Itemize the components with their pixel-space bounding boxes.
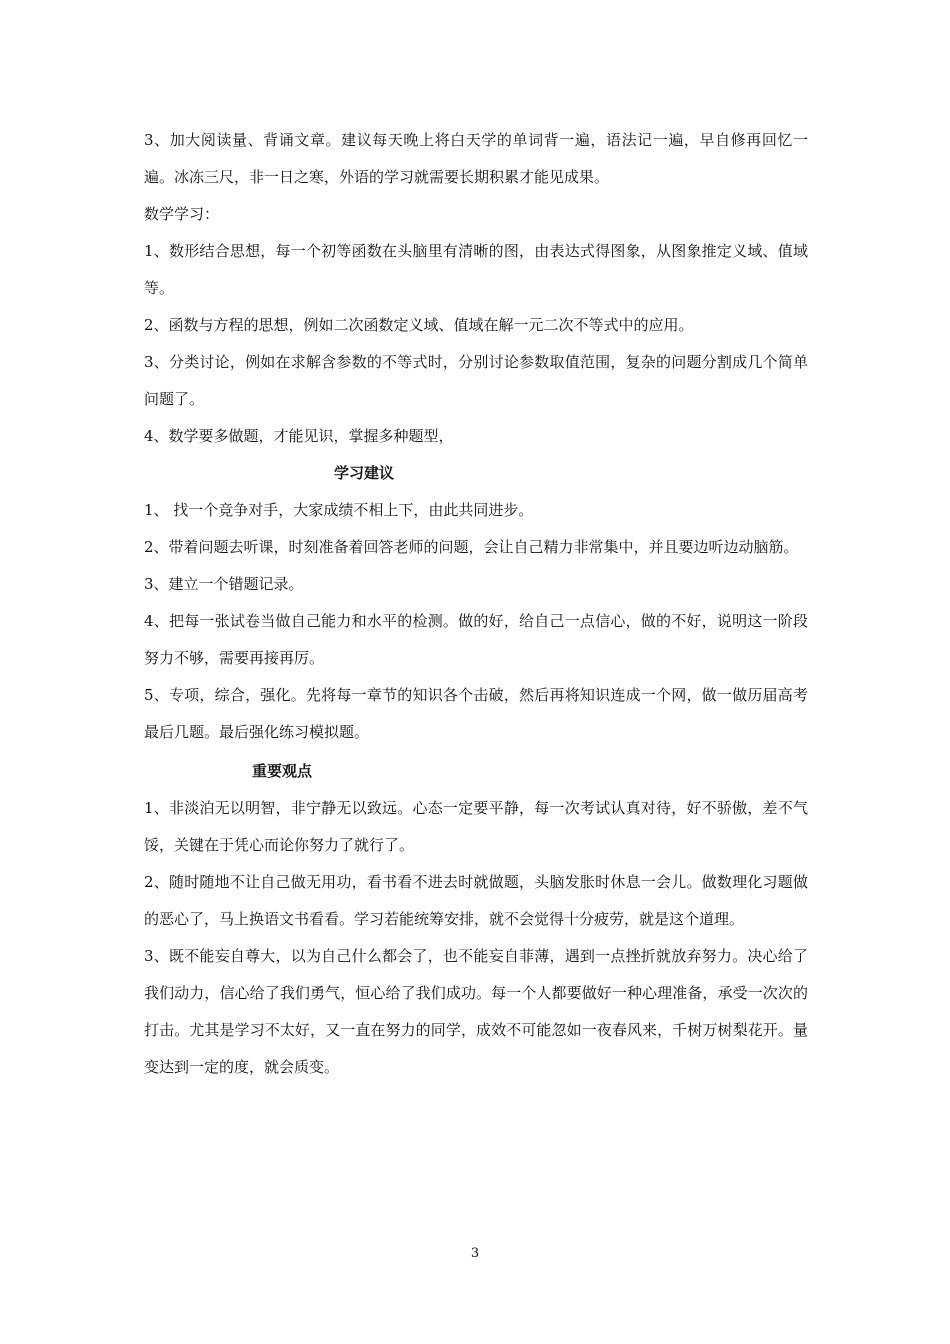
page-content bbox=[144, 122, 808, 1086]
views-item-3: 3、既不能妄自尊大，以为自己什么都会了，也不能妄自菲薄，遇到一点挫折就放弃努力。决心给了我们动力，信心给了我们勇气，恒心给了我们成功。每一个人都要做好一种心理准备，承受一次次的打击。尤其是学习不太好，又一直在努力的同学，成效不可能忽如一夜春风来，千树万树梨花开。量变达到一定的度，就会质变。 bbox=[144, 947, 808, 1076]
math-item-1: 1、数形结合思想，每一个初等函数在头脑里有清晰的图，由表达式得图象，从图象推定义域、值域等。 bbox=[144, 242, 808, 297]
advice-item-4: 4、把每一张试卷当做自己能力和水平的检测。做的好，给自己一点信心，做的不好，说明这一阶段努力不够，需要再接再厉。 bbox=[144, 612, 808, 667]
views-item-2: 2、随时随地不让自己做无用功，看书看不进去时就做题，头脑发胀时休息一会儿。做数理化习题做的恶心了，马上换语文书看看。学习若能统筹安排，就不会觉得十分疲劳，就是这个道理。 bbox=[144, 873, 808, 928]
advice-item-3: 3、建立一个错题记录。 bbox=[144, 575, 304, 593]
advice-item-5: 5、专项，综合，强化。先将每一章节的知识各个击破，然后再将知识连成一个网，做一做历届高考最后几题。最后强化练习模拟题。 bbox=[144, 686, 808, 741]
advice-item-1: 1、 找一个竞争对手，大家成绩不相上下，由此共同进步。 bbox=[144, 501, 534, 519]
advice-heading: 学习建议 bbox=[334, 464, 395, 482]
page-number: 3 bbox=[470, 1246, 480, 1261]
math-item-2: 2、函数与方程的思想，例如二次函数定义域、值域在解一元二次不等式中的应用。 bbox=[144, 316, 694, 334]
math-item-4: 4、数学要多做题，才能见识，掌握多种题型， bbox=[144, 427, 454, 445]
advice-item-2: 2、带着问题去听课，时刻准备着回答老师的问题，会让自己精力非常集中，并且要边听边动脑筋。 bbox=[144, 538, 799, 556]
math-section-title: 数学学习： bbox=[144, 205, 220, 223]
views-item-1: 1、非淡泊无以明智，非宁静无以致远。心态一定要平静，每一次考试认真对待，好不骄傲，差不气馁，关键在于凭心而论你努力了就行了。 bbox=[144, 799, 808, 854]
views-heading: 重要观点 bbox=[252, 762, 313, 780]
english-paragraph-3: 3、加大阅读量、背诵文章。建议每天晚上将白天学的单词背一遍，语法记一遍，早自修再回忆一遍。冰冻三尺，非一日之寒，外语的学习就需要长期积累才能见成果。 bbox=[144, 131, 808, 186]
math-item-3: 3、分类讨论，例如在求解含参数的不等式时，分别讨论参数取值范围，复杂的问题分割成几个简单问题了。 bbox=[144, 353, 808, 408]
